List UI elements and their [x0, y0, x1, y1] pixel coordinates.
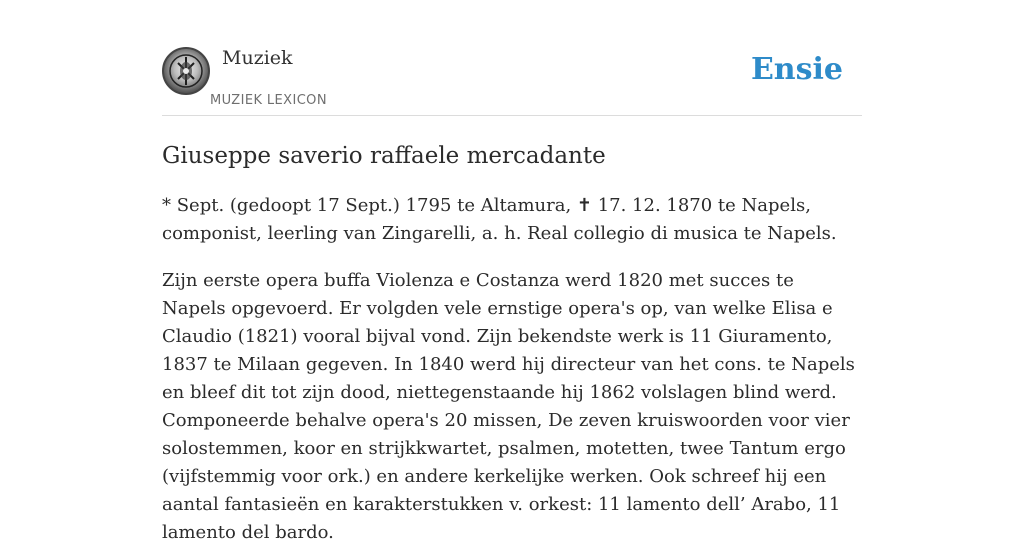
site-logo[interactable]: Ensie	[750, 52, 843, 87]
source-subtitle[interactable]: MUZIEK LEXICON	[210, 93, 327, 108]
header	[162, 0, 862, 116]
page-container	[162, 0, 862, 547]
article-title: Giuseppe saverio raffaele mercadante	[162, 143, 606, 169]
article-paragraph-1: * Sept. (gedoopt 17 Sept.) 1795 te Altamura, ✝ 17. 12. 1870 te Napels, componist, leerling van Zingarelli, a. h. Real collegio di musica te Napels.	[162, 195, 837, 244]
music-emblem-icon[interactable]	[162, 47, 210, 95]
source-name[interactable]: Muziek	[222, 47, 293, 69]
article-paragraph-2: Zijn eerste opera buffa Violenza e Costanza werd 1820 met succes te Napels opgevoerd. Er volgden vele ernstige opera's op, van welke Elisa e Claudio (1821) vooral bijval vond. Zijn bekendste werk is 11 Giuramento, 1837 te Milaan gegeven. In 1840 werd hij directeur van het cons. te Napels en bleef dit tot zijn dood, niettegenstaande hij 1862 volslagen blind werd. Componeerde behalve opera's 20 missen, De zeven kruiswoorden voor vier solostemmen, koor en strijkkwartet, psalmen, motetten, twee Tantum ergo (vijfstemmig voor ork.) en andere kerkelijke werken. Ook schreef hij een aantal fantasieën en karakterstukken v. orkest: 11 lamento dell’ Arabo, 11 lamento del bardo.	[162, 270, 855, 543]
